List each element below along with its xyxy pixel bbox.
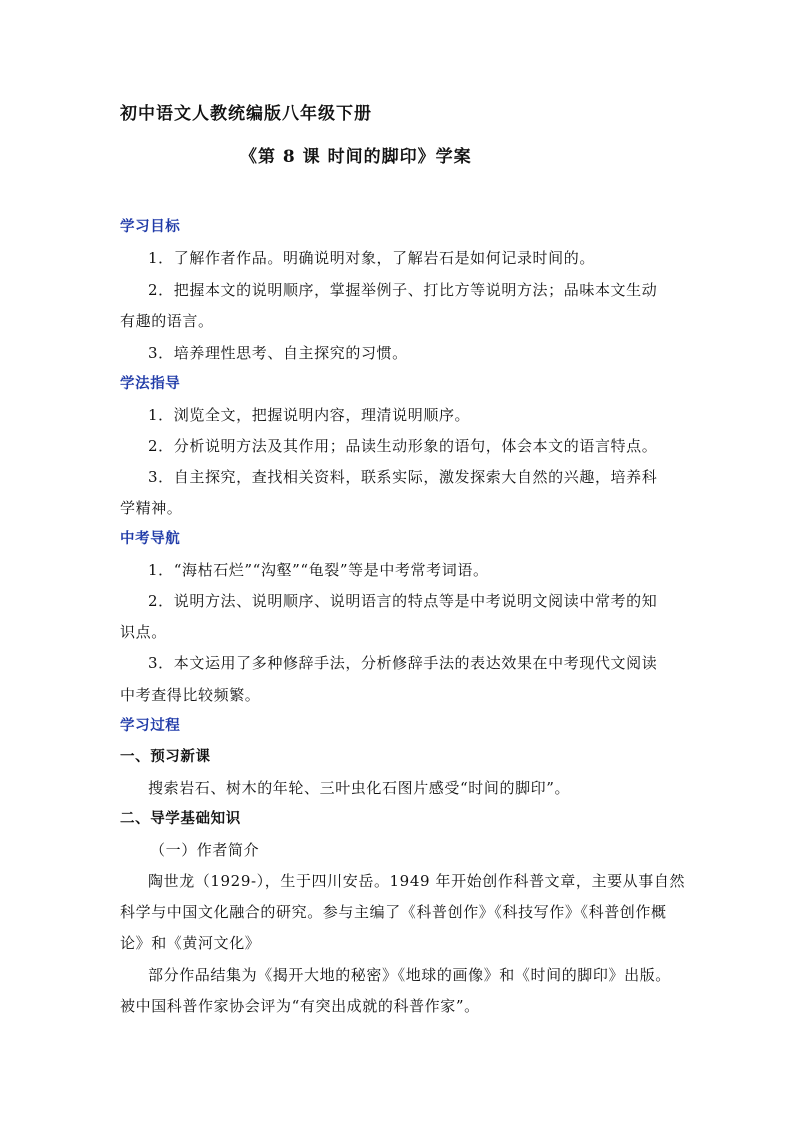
- author-paragraph-1-line-2: 科学与中国文化融合的研究。参与主编了《科普创作》《科技写作》《科普创作概: [120, 903, 667, 921]
- author-intro-heading: （一）作者简介: [150, 841, 260, 859]
- exam-item-2-cont: 识点。: [120, 623, 167, 641]
- document-subtitle: 初中语文人教统编版八年级下册: [120, 104, 372, 124]
- method-item-3-cont: 学精神。: [120, 499, 183, 517]
- process-section-1-text: 搜索岩石、树木的年轮、三叶虫化石图片感受“时间的脚印”。: [148, 779, 571, 797]
- section-heading-method: 学法指导: [120, 375, 181, 392]
- goal-item-3: 3．培养理性思考、自主探究的习惯。: [148, 344, 408, 362]
- process-section-2-title: 二、导学基础知识: [120, 810, 241, 827]
- section-heading-exam: 中考导航: [120, 530, 181, 547]
- goal-item-2: 2．把握本文的说明顺序，掌握举例子、打比方等说明方法；品味本文生动: [148, 281, 658, 299]
- author-paragraph-2-line-2: 被中国科普作家协会评为“有突出成就的科普作家”。: [120, 997, 480, 1015]
- exam-item-1: 1．“海枯石烂”“沟壑”“龟裂”等是中考常考词语。: [148, 561, 489, 579]
- method-item-1: 1．浏览全文，把握说明内容，理清说明顺序。: [148, 406, 471, 424]
- method-item-3: 3．自主探究，查找相关资料，联系实际，激发探索大自然的兴趣，培养科: [148, 468, 658, 486]
- goal-item-1: 1．了解作者作品。明确说明对象，了解岩石是如何记录时间的。: [148, 249, 595, 267]
- section-heading-process: 学习过程: [120, 717, 181, 734]
- process-section-1-title: 一、预习新课: [120, 748, 211, 765]
- author-paragraph-1-line-3: 论》和《黄河文化》: [120, 934, 261, 952]
- goal-item-2-cont: 有趣的语言。: [120, 312, 214, 330]
- section-heading-goals: 学习目标: [120, 218, 181, 235]
- method-item-2: 2．分析说明方法及其作用；品读生动形象的语句，体会本文的语言特点。: [148, 437, 658, 455]
- exam-item-3: 3．本文运用了多种修辞手法，分析修辞手法的表达效果在中考现代文阅读: [148, 654, 658, 672]
- exam-item-2: 2．说明方法、说明顺序、说明语言的特点等是中考说明文阅读中常考的知: [148, 592, 658, 610]
- exam-item-3-cont: 中考查得比较频繁。: [120, 686, 261, 704]
- document-title: 《第 8 课 时间的脚印》学案: [240, 147, 472, 167]
- author-paragraph-2: 部分作品结集为《揭开大地的秘密》《地球的画像》和《时间的脚印》出版。: [148, 966, 671, 984]
- author-paragraph-1: 陶世龙（1929-），生于四川安岳。1949 年开始创作科普文章，主要从事自然: [148, 872, 686, 890]
